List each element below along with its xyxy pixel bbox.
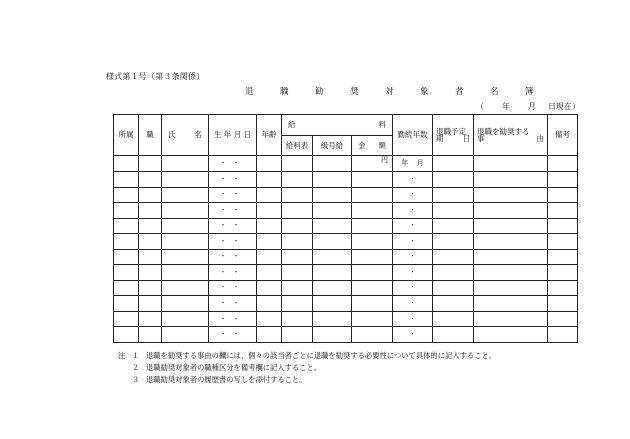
table-cell[interactable]	[393, 296, 433, 312]
table-row	[114, 218, 578, 234]
table-cell[interactable]	[209, 203, 257, 219]
header-amount: 金 額	[352, 135, 393, 156]
table-cell[interactable]	[209, 296, 257, 312]
table-cell[interactable]	[352, 327, 393, 343]
header-name: 氏 名	[162, 115, 209, 156]
as-of-date	[476, 101, 580, 112]
as-of-open: （	[476, 102, 484, 111]
table-cell[interactable]	[162, 218, 209, 234]
service-separator: ・	[409, 283, 417, 292]
table-cell[interactable]	[433, 156, 474, 172]
table-cell[interactable]	[139, 280, 162, 296]
service-separator: ・	[409, 314, 417, 323]
table-cell[interactable]	[114, 218, 139, 234]
table-cell[interactable]	[282, 234, 313, 250]
table-cell[interactable]	[257, 171, 282, 187]
table-cell[interactable]	[548, 327, 578, 343]
table-cell[interactable]	[548, 156, 578, 172]
header-position: 職	[139, 115, 162, 156]
header-salary: 給 料	[282, 115, 393, 136]
table-row	[114, 234, 578, 250]
table-cell[interactable]	[139, 265, 162, 281]
table-cell[interactable]	[162, 156, 209, 172]
table-row	[114, 280, 578, 296]
table-cell[interactable]	[474, 171, 548, 187]
table-cell[interactable]	[474, 218, 548, 234]
header-dob: 生 年 月 日	[209, 115, 257, 156]
header-dept: 所属	[114, 115, 139, 156]
table-cell[interactable]	[352, 156, 393, 172]
table-cell[interactable]	[257, 311, 282, 327]
yen-unit: 円	[381, 156, 389, 165]
table-cell[interactable]	[282, 311, 313, 327]
table-cell[interactable]	[282, 280, 313, 296]
table-row	[114, 327, 578, 343]
roster-table	[113, 114, 578, 343]
table-cell[interactable]	[313, 187, 352, 203]
table-cell[interactable]	[209, 311, 257, 327]
table-cell[interactable]	[313, 249, 352, 265]
table-cell[interactable]	[209, 171, 257, 187]
note-line	[118, 362, 496, 374]
table-cell[interactable]	[313, 156, 352, 172]
table-cell[interactable]	[282, 187, 313, 203]
table-cell[interactable]	[162, 327, 209, 343]
note-number: ２	[132, 363, 140, 372]
table-cell[interactable]	[282, 327, 313, 343]
dob-separators: ・・	[219, 298, 246, 307]
table-cell[interactable]	[114, 296, 139, 312]
table-cell[interactable]	[209, 280, 257, 296]
as-of-suffix: 日現在）	[548, 102, 580, 111]
table-cell[interactable]	[162, 203, 209, 219]
table-cell[interactable]	[393, 249, 433, 265]
table-cell[interactable]	[433, 187, 474, 203]
header-age: 年齢	[257, 115, 282, 156]
table-cell[interactable]	[257, 327, 282, 343]
header-reason: 退職を勧奨する 事 由	[474, 115, 548, 156]
table-cell[interactable]	[352, 203, 393, 219]
table-cell[interactable]	[433, 234, 474, 250]
table-cell[interactable]	[393, 327, 433, 343]
table-cell[interactable]	[313, 327, 352, 343]
table-cell[interactable]	[474, 311, 548, 327]
table-cell[interactable]	[209, 156, 257, 172]
table-cell[interactable]	[257, 249, 282, 265]
table-cell[interactable]	[352, 265, 393, 281]
table-cell[interactable]	[474, 280, 548, 296]
table-cell[interactable]	[548, 203, 578, 219]
table-cell[interactable]	[393, 265, 433, 281]
table-cell[interactable]	[313, 171, 352, 187]
table-cell[interactable]	[114, 187, 139, 203]
table-cell[interactable]	[257, 265, 282, 281]
dob-separators: ・・	[219, 221, 246, 230]
table-cell[interactable]	[114, 156, 139, 172]
table-row	[114, 249, 578, 265]
table-cell[interactable]	[393, 171, 433, 187]
table-cell[interactable]	[162, 187, 209, 203]
table-cell[interactable]	[162, 171, 209, 187]
table-cell[interactable]	[139, 203, 162, 219]
service-separator: ・	[409, 190, 417, 199]
table-row	[114, 156, 578, 172]
note-line	[118, 374, 496, 386]
table-cell[interactable]	[139, 249, 162, 265]
table-cell[interactable]	[313, 280, 352, 296]
dob-separators: ・・	[219, 252, 246, 261]
table-cell[interactable]	[548, 265, 578, 281]
table-cell[interactable]	[352, 249, 393, 265]
dob-separators: ・・	[219, 314, 246, 323]
table-cell[interactable]	[433, 296, 474, 312]
table-cell[interactable]	[433, 203, 474, 219]
table-cell[interactable]	[548, 249, 578, 265]
table-cell[interactable]	[548, 311, 578, 327]
table-cell[interactable]	[114, 249, 139, 265]
table-cell[interactable]	[114, 203, 139, 219]
table-cell[interactable]	[139, 327, 162, 343]
table-cell[interactable]	[548, 171, 578, 187]
table-cell[interactable]	[433, 327, 474, 343]
table-cell[interactable]	[433, 280, 474, 296]
table-cell[interactable]	[393, 234, 433, 250]
table-cell[interactable]	[257, 234, 282, 250]
table-cell[interactable]	[282, 218, 313, 234]
table-cell[interactable]	[474, 296, 548, 312]
note-number: ３	[132, 375, 140, 384]
service-separator: ・	[409, 252, 417, 261]
table-cell[interactable]	[162, 296, 209, 312]
table-cell[interactable]	[162, 280, 209, 296]
table-cell[interactable]	[393, 280, 433, 296]
table-cell[interactable]	[162, 265, 209, 281]
table-row	[114, 311, 578, 327]
table-cell[interactable]	[393, 218, 433, 234]
note-line	[118, 350, 496, 362]
table-cell[interactable]	[162, 249, 209, 265]
note-text: 退職勧奨対象者の履歴書の写しを添付すること。	[146, 375, 307, 384]
table-cell[interactable]	[313, 265, 352, 281]
table-cell[interactable]	[352, 296, 393, 312]
table-cell[interactable]	[114, 265, 139, 281]
table-cell[interactable]	[352, 218, 393, 234]
table-cell[interactable]	[433, 218, 474, 234]
table-cell[interactable]	[393, 156, 433, 172]
table-cell[interactable]	[433, 311, 474, 327]
table-cell[interactable]	[114, 327, 139, 343]
table-cell[interactable]	[139, 171, 162, 187]
table-cell[interactable]	[209, 327, 257, 343]
table-cell[interactable]	[352, 311, 393, 327]
table-cell[interactable]	[548, 187, 578, 203]
service-separator: ・	[409, 236, 417, 245]
table-cell[interactable]	[114, 311, 139, 327]
table-cell[interactable]	[282, 203, 313, 219]
table-cell[interactable]	[393, 187, 433, 203]
table-cell[interactable]	[474, 234, 548, 250]
table-cell[interactable]	[352, 187, 393, 203]
table-cell[interactable]	[139, 218, 162, 234]
table-cell[interactable]	[352, 171, 393, 187]
dob-separators: ・・	[219, 190, 246, 199]
service-separator: ・	[409, 267, 417, 276]
table-cell[interactable]	[282, 296, 313, 312]
table-cell[interactable]	[114, 234, 139, 250]
table-cell[interactable]	[257, 296, 282, 312]
table-cell[interactable]	[257, 218, 282, 234]
table-cell[interactable]	[474, 187, 548, 203]
as-of-year: 年	[502, 102, 510, 111]
table-cell[interactable]	[114, 171, 139, 187]
header-grade: 級号給	[313, 135, 352, 156]
table-cell[interactable]	[162, 234, 209, 250]
header-retire-date: 退職予定 期 日	[433, 115, 474, 156]
table-cell[interactable]	[548, 218, 578, 234]
table-row	[114, 203, 578, 219]
table-cell[interactable]	[114, 280, 139, 296]
dob-separators: ・・	[219, 205, 246, 214]
table-row	[114, 187, 578, 203]
service-separator: ・	[409, 205, 417, 214]
service-separator: ・	[409, 330, 417, 339]
table-row	[114, 171, 578, 187]
dob-separators: ・・	[219, 174, 246, 183]
table-cell[interactable]	[313, 234, 352, 250]
table-cell[interactable]	[139, 311, 162, 327]
table-cell[interactable]	[548, 280, 578, 296]
table-cell[interactable]	[139, 234, 162, 250]
table-cell[interactable]	[548, 296, 578, 312]
table-cell[interactable]	[393, 311, 433, 327]
table-cell[interactable]	[282, 171, 313, 187]
note-text: 退職を勧奨する事由の欄には、個々の該当者ごとに退職を勧奨する必要性について具体的に記入すること。	[146, 351, 497, 360]
dob-separators: ・・	[219, 330, 246, 339]
service-separator: ・	[409, 298, 417, 307]
table-row	[114, 296, 578, 312]
dob-separators: ・・	[219, 283, 246, 292]
table-cell[interactable]	[162, 311, 209, 327]
table-cell[interactable]	[393, 203, 433, 219]
table-cell[interactable]	[209, 249, 257, 265]
dob-separators: ・・	[219, 159, 246, 168]
header-service: 勤続年数	[393, 115, 433, 156]
table-cell[interactable]	[209, 218, 257, 234]
table-cell[interactable]	[282, 249, 313, 265]
header-salary-table: 給料表	[282, 135, 313, 156]
table-cell[interactable]	[548, 234, 578, 250]
table-cell[interactable]	[257, 156, 282, 172]
table-cell[interactable]	[313, 311, 352, 327]
header-remarks: 備考	[548, 115, 578, 156]
table-cell[interactable]	[282, 265, 313, 281]
table-cell[interactable]	[257, 280, 282, 296]
table-cell[interactable]	[313, 218, 352, 234]
note-text: 退職勧奨対象者の職種区分を備考欄に記入すること。	[146, 363, 322, 372]
table-cell[interactable]	[282, 156, 313, 172]
table-cell[interactable]	[139, 296, 162, 312]
service-separator: ・	[409, 221, 417, 230]
table-cell[interactable]	[474, 327, 548, 343]
as-of-month: 月	[528, 102, 536, 111]
dob-separators: ・・	[219, 267, 246, 276]
note-label: 注	[118, 351, 126, 360]
form-number: 様式第１号（第３条関係）	[106, 72, 205, 81]
table-cell[interactable]	[209, 187, 257, 203]
table-cell[interactable]	[209, 234, 257, 250]
table-cell[interactable]	[474, 203, 548, 219]
table-cell[interactable]	[257, 187, 282, 203]
dob-separators: ・・	[219, 236, 246, 245]
table-cell[interactable]	[474, 249, 548, 265]
service-units: 年 月	[401, 159, 424, 168]
table-cell[interactable]	[313, 296, 352, 312]
table-cell[interactable]	[474, 265, 548, 281]
document-title: 退 職 勧 奨 対 象 者 名 簿	[245, 87, 543, 97]
table-cell[interactable]	[433, 265, 474, 281]
service-separator: ・	[409, 174, 417, 183]
table-cell[interactable]	[352, 280, 393, 296]
table-cell[interactable]	[433, 249, 474, 265]
table-cell[interactable]	[139, 187, 162, 203]
table-cell[interactable]	[139, 156, 162, 172]
table-cell[interactable]	[209, 265, 257, 281]
note-number: １	[132, 351, 140, 360]
table-cell[interactable]	[257, 203, 282, 219]
table-cell[interactable]	[433, 171, 474, 187]
notes	[118, 350, 496, 386]
table-cell[interactable]	[313, 203, 352, 219]
table-cell[interactable]	[352, 234, 393, 250]
table-cell[interactable]	[474, 156, 548, 172]
table-row	[114, 265, 578, 281]
